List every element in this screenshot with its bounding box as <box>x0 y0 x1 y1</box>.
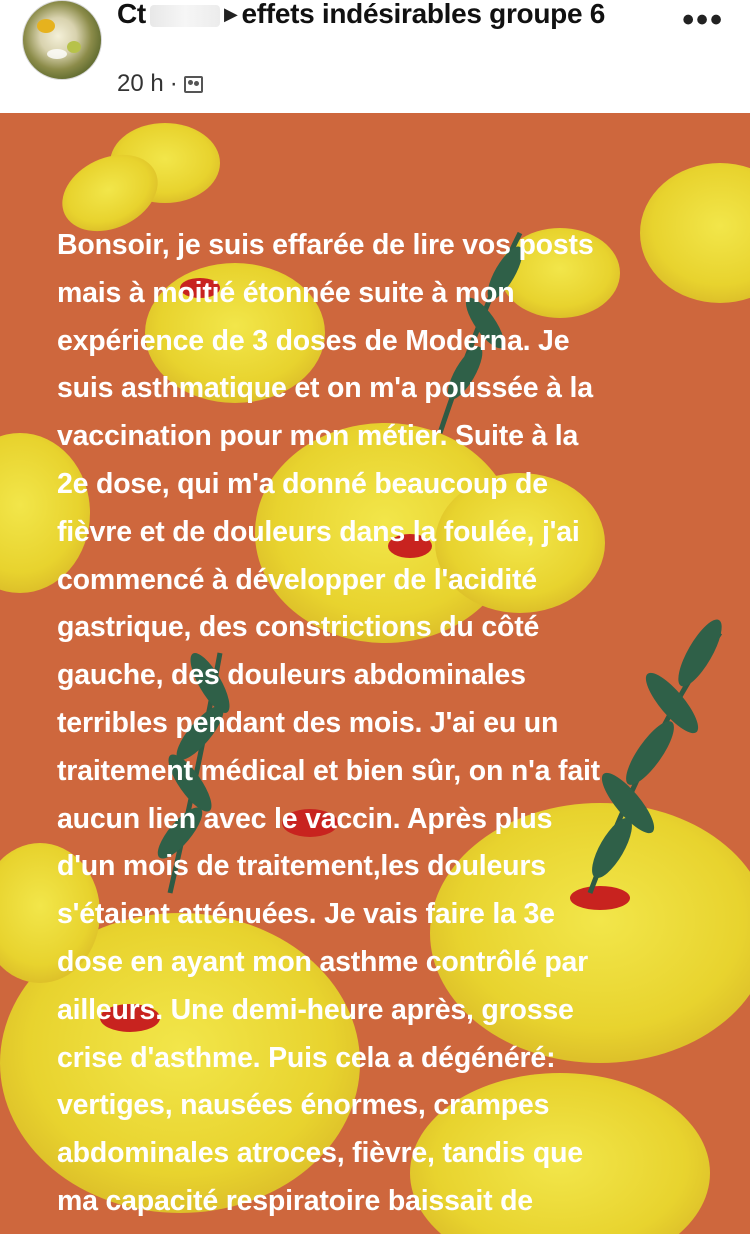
post-image-text: Bonsoir, je suis effarée de lire vos posts mais à moitié étonnée suite à mon expérience de 3 doses de Moderna. Je suis asthmatique et on m'a poussée à la vaccination pour mon métier. Suite à la 2e dose, qui m'a donné beaucoup de fièvre et de douleurs dans la foulée, j'ai commencé à développer de l'acidité gastrique, des constrictions du côté gauche, des douleurs abdominales terribles pendant des mois. J'ai eu un traitement médical et bien sûr, on n'a fait aucun lien avec le vaccin. Après plus d'un mois de traitement,les douleurs s'étaient atténuées. Je vais faire la 3e dose en ayant mon asthme contrôlé par ailleurs. Une demi-heure après, grosse crise d'asthme. Puis cela a dégénéré: vertiges, nausées énormes, crampes abdominales atroces, fièvre, tandis que ma capacité respiratoire baissait de <box>57 229 600 1217</box>
author-avatar[interactable] <box>22 0 102 80</box>
meta-separator: · <box>169 70 178 97</box>
triangle-right-icon: ▶ <box>223 4 238 24</box>
post-timestamp[interactable]: 20 h <box>117 70 164 97</box>
post-title <box>117 0 677 30</box>
author-name-redacted <box>150 5 220 27</box>
post-image[interactable] <box>0 113 750 1234</box>
author-name[interactable]: Ct <box>117 0 146 29</box>
group-members-icon <box>184 76 203 93</box>
post-header <box>0 0 750 113</box>
post-meta <box>117 70 203 98</box>
group-name-link[interactable]: effets indésirables groupe 6 <box>241 0 605 29</box>
more-options-button[interactable]: ••• <box>682 1 724 39</box>
